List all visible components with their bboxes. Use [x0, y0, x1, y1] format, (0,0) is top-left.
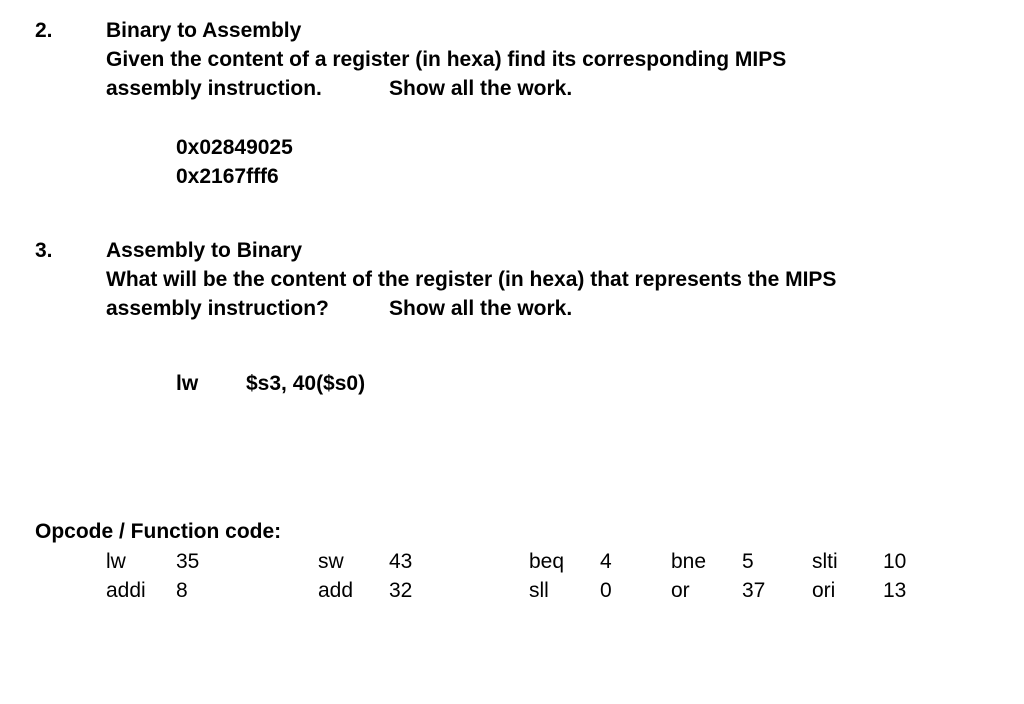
q2-number: 2. — [35, 19, 53, 42]
opcode-value: 0 — [600, 579, 612, 602]
opcode-value: 43 — [389, 550, 413, 573]
opcode-value: 8 — [176, 579, 188, 602]
opcode-value: 35 — [176, 550, 200, 573]
q3-title: Assembly to Binary — [106, 239, 303, 262]
opcode-table-heading: Opcode / Function code: — [35, 520, 282, 543]
opcode-mnemonic: ori — [812, 579, 836, 602]
q2-prompt-line2: assembly instruction. — [106, 77, 322, 100]
q3-instruction-args: $s3, 40($s0) — [246, 372, 366, 395]
opcode-mnemonic: addi — [106, 579, 146, 602]
q2-prompt-line1: Given the content of a register (in hexa) find its corresponding MIPS — [106, 48, 787, 71]
q3-prompt-line1: What will be the content of the register (in hexa) that represents the MIPS — [106, 268, 837, 291]
q2-work-note: Show all the work. — [389, 77, 573, 100]
opcode-value: 32 — [389, 579, 413, 602]
opcode-value: 13 — [883, 579, 907, 602]
q2-hex-value: 0x02849025 — [176, 136, 293, 159]
opcode-mnemonic: beq — [529, 550, 565, 573]
opcode-mnemonic: lw — [106, 550, 126, 573]
opcode-mnemonic: slti — [812, 550, 838, 573]
opcode-mnemonic: sw — [318, 550, 344, 573]
opcode-mnemonic: add — [318, 579, 354, 602]
opcode-mnemonic: sll — [529, 579, 549, 602]
q3-work-note: Show all the work. — [389, 297, 573, 320]
opcode-value: 10 — [883, 550, 907, 573]
q3-instruction-op: lw — [176, 372, 199, 395]
opcode-mnemonic: bne — [671, 550, 707, 573]
q3-number: 3. — [35, 239, 53, 262]
opcode-value: 4 — [600, 550, 612, 573]
opcode-mnemonic: or — [671, 579, 690, 602]
opcode-value: 5 — [742, 550, 754, 573]
q2-title: Binary to Assembly — [106, 19, 302, 42]
q3-prompt-line2: assembly instruction? — [106, 297, 329, 320]
opcode-value: 37 — [742, 579, 766, 602]
q2-hex-value: 0x2167fff6 — [176, 165, 279, 188]
